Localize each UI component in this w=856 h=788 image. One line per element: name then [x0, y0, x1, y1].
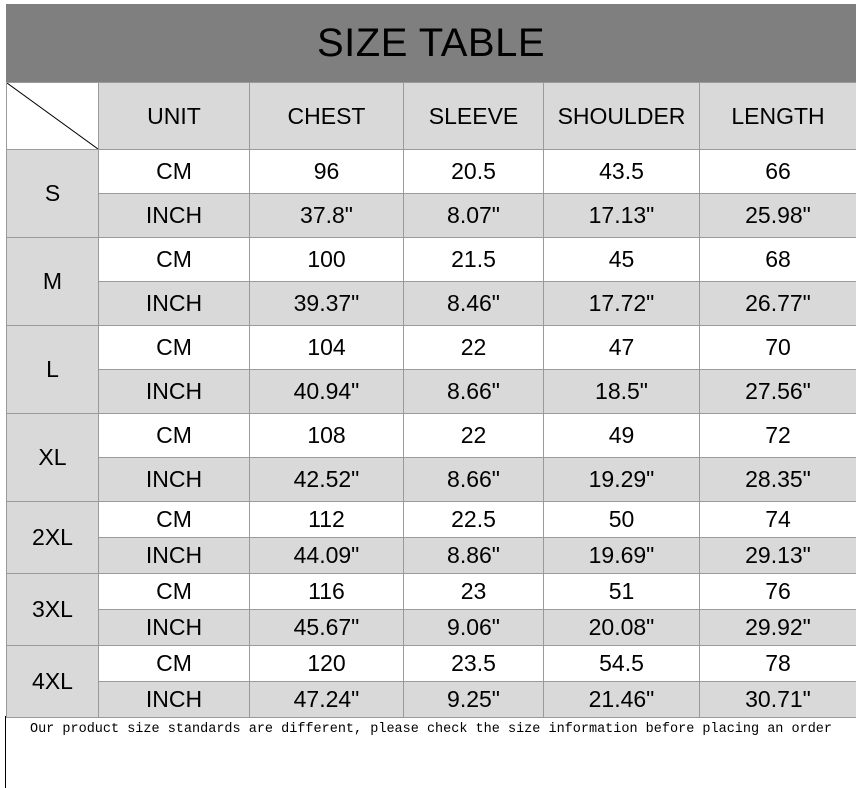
diagonal-divider-icon: [7, 83, 98, 149]
cell-shoulder: 49: [544, 414, 700, 458]
cell-sleeve: 21.5: [404, 238, 544, 282]
cell-unit: CM: [99, 646, 250, 682]
cell-unit: INCH: [99, 538, 250, 574]
cell-sleeve: 8.46": [404, 282, 544, 326]
header-sleeve: SLEEVE: [404, 83, 544, 150]
cell-shoulder: 47: [544, 326, 700, 370]
cell-chest: 45.67": [250, 610, 404, 646]
table-row: [7, 414, 856, 458]
size-table: [6, 82, 856, 718]
table-row: [7, 610, 856, 646]
cell-shoulder: 50: [544, 502, 700, 538]
table-row: [7, 646, 856, 682]
cell-shoulder: 19.29": [544, 458, 700, 502]
cell-length: 72: [700, 414, 856, 458]
cell-chest: 120: [250, 646, 404, 682]
cell-length: 28.35": [700, 458, 856, 502]
table-row: [7, 682, 856, 718]
cell-length: 29.92": [700, 610, 856, 646]
cell-length: 66: [700, 150, 856, 194]
cell-shoulder: 19.69": [544, 538, 700, 574]
cell-shoulder: 51: [544, 574, 700, 610]
cell-unit: CM: [99, 150, 250, 194]
cell-length: 68: [700, 238, 856, 282]
cell-unit: INCH: [99, 194, 250, 238]
header-shoulder: SHOULDER: [544, 83, 700, 150]
cell-sleeve: 9.06": [404, 610, 544, 646]
header-chest: CHEST: [250, 83, 404, 150]
cell-unit: CM: [99, 414, 250, 458]
cell-sleeve: 22: [404, 414, 544, 458]
size-label: 3XL: [7, 574, 99, 646]
size-table-sheet: [6, 4, 856, 788]
cell-length: 70: [700, 326, 856, 370]
size-label: L: [7, 326, 99, 414]
table-row: [7, 538, 856, 574]
cell-length: 74: [700, 502, 856, 538]
cell-length: 76: [700, 574, 856, 610]
cell-shoulder: 17.13": [544, 194, 700, 238]
cell-shoulder: 54.5: [544, 646, 700, 682]
cell-length: 78: [700, 646, 856, 682]
corner-cell: [7, 83, 99, 150]
table-row: [7, 282, 856, 326]
cell-chest: 100: [250, 238, 404, 282]
cell-chest: 39.37": [250, 282, 404, 326]
cell-sleeve: 8.66": [404, 370, 544, 414]
left-border-line: [5, 716, 6, 788]
cell-unit: CM: [99, 326, 250, 370]
table-row: [7, 326, 856, 370]
size-label: XL: [7, 414, 99, 502]
table-row: [7, 238, 856, 282]
cell-unit: CM: [99, 574, 250, 610]
table-row: [7, 150, 856, 194]
cell-unit: INCH: [99, 458, 250, 502]
cell-sleeve: 22.5: [404, 502, 544, 538]
cell-sleeve: 23.5: [404, 646, 544, 682]
cell-chest: 40.94": [250, 370, 404, 414]
cell-unit: CM: [99, 238, 250, 282]
size-label: M: [7, 238, 99, 326]
cell-length: 25.98": [700, 194, 856, 238]
header-length: LENGTH: [700, 83, 856, 150]
cell-shoulder: 17.72": [544, 282, 700, 326]
cell-sleeve: 9.25": [404, 682, 544, 718]
cell-unit: INCH: [99, 682, 250, 718]
table-row: [7, 502, 856, 538]
cell-chest: 47.24": [250, 682, 404, 718]
cell-unit: INCH: [99, 610, 250, 646]
cell-chest: 104: [250, 326, 404, 370]
header-row: [7, 83, 856, 150]
cell-chest: 37.8": [250, 194, 404, 238]
cell-chest: 108: [250, 414, 404, 458]
cell-sleeve: 20.5: [404, 150, 544, 194]
cell-chest: 112: [250, 502, 404, 538]
header-unit: UNIT: [99, 83, 250, 150]
table-row: [7, 458, 856, 502]
table-row: [7, 574, 856, 610]
size-note: Our product size standards are different, please check the size information before placing an order: [29, 722, 833, 737]
size-label: 2XL: [7, 502, 99, 574]
cell-sleeve: 8.07": [404, 194, 544, 238]
size-label: 4XL: [7, 646, 99, 718]
cell-shoulder: 45: [544, 238, 700, 282]
cell-sleeve: 8.86": [404, 538, 544, 574]
size-label: S: [7, 150, 99, 238]
cell-length: 26.77": [700, 282, 856, 326]
cell-sleeve: 8.66": [404, 458, 544, 502]
cell-sleeve: 23: [404, 574, 544, 610]
cell-unit: INCH: [99, 370, 250, 414]
cell-length: 29.13": [700, 538, 856, 574]
cell-unit: CM: [99, 502, 250, 538]
cell-shoulder: 21.46": [544, 682, 700, 718]
cell-length: 30.71": [700, 682, 856, 718]
cell-unit: INCH: [99, 282, 250, 326]
cell-shoulder: 18.5": [544, 370, 700, 414]
cell-shoulder: 20.08": [544, 610, 700, 646]
cell-length: 27.56": [700, 370, 856, 414]
cell-chest: 44.09": [250, 538, 404, 574]
table-row: [7, 370, 856, 414]
cell-sleeve: 22: [404, 326, 544, 370]
page-title: SIZE TABLE: [6, 4, 856, 82]
table-row: [7, 194, 856, 238]
cell-chest: 116: [250, 574, 404, 610]
cell-shoulder: 43.5: [544, 150, 700, 194]
cell-chest: 42.52": [250, 458, 404, 502]
cell-chest: 96: [250, 150, 404, 194]
